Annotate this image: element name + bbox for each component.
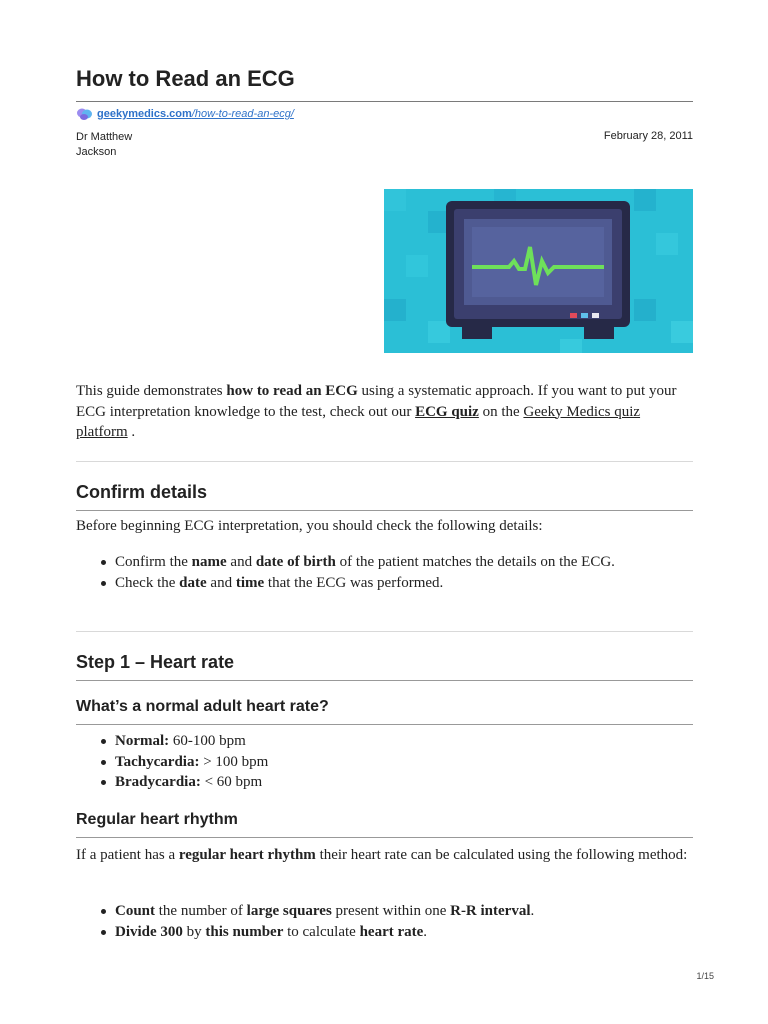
quiz-platform-link[interactable]: Geeky Medics quiz platform: [76, 403, 641, 440]
subheading-normal-rate: What’s a normal adult heart rate?: [76, 698, 329, 715]
subheading-regular-rhythm: Regular heart rhythm: [76, 811, 238, 828]
subheading-underline: [76, 724, 693, 725]
method-list: [76, 901, 693, 942]
section-divider: [76, 461, 693, 462]
source-link[interactable]: [76, 107, 294, 121]
confirm-lead: Before beginning ECG interpretation, you should check the following details:: [76, 518, 543, 534]
confirm-list: [76, 552, 693, 593]
page-title: How to Read an ECG: [76, 66, 295, 91]
ecg-monitor-illustration: [384, 189, 693, 353]
list-item: Divide 300 by this number to calculate heart rate.: [76, 922, 693, 943]
title-divider: [76, 101, 693, 102]
subheading-underline: [76, 837, 693, 838]
intro-paragraph: This guide demonstrates how to read an ECG using a systematic approach. If you want to put your ECG interpretation knowledge to the test, check out our ECG quiz on the Geeky Medics quiz platform .: [76, 383, 677, 440]
list-item: Count the number of large squares present within one R-R interval.: [76, 901, 693, 922]
regular-rhythm-paragraph: If a patient has a regular heart rhythm their heart rate can be calculated using the following method:: [76, 847, 688, 863]
list-item: Confirm the name and date of birth of the patient matches the details on the ECG.: [76, 552, 693, 573]
list-item: Normal: 60-100 bpm: [76, 731, 693, 752]
list-item: Check the date and time that the ECG was performed.: [76, 573, 693, 594]
list-item: Bradycardia: < 60 bpm: [76, 772, 693, 793]
source-path[interactable]: /how-to-read-an-ecg/: [191, 108, 294, 120]
page-number: 1/15: [696, 971, 714, 981]
publish-date: February 28, 2011: [603, 130, 693, 142]
section-heading-heart-rate: Step 1 – Heart rate: [76, 652, 235, 672]
list-item: Tachycardia: > 100 bpm: [76, 752, 693, 773]
heading-underline: [76, 510, 693, 511]
author-name: Dr Matthew Jackson: [76, 131, 133, 158]
source-domain[interactable]: geekymedics.com: [97, 108, 192, 120]
ecg-quiz-link[interactable]: ECG quiz: [415, 403, 479, 420]
section-heading-confirm: Confirm details: [76, 482, 208, 502]
heart-rate-list: [76, 731, 693, 793]
section-divider: [76, 631, 693, 632]
heading-underline: [76, 680, 693, 681]
geekymedics-logo-icon: [76, 107, 94, 121]
